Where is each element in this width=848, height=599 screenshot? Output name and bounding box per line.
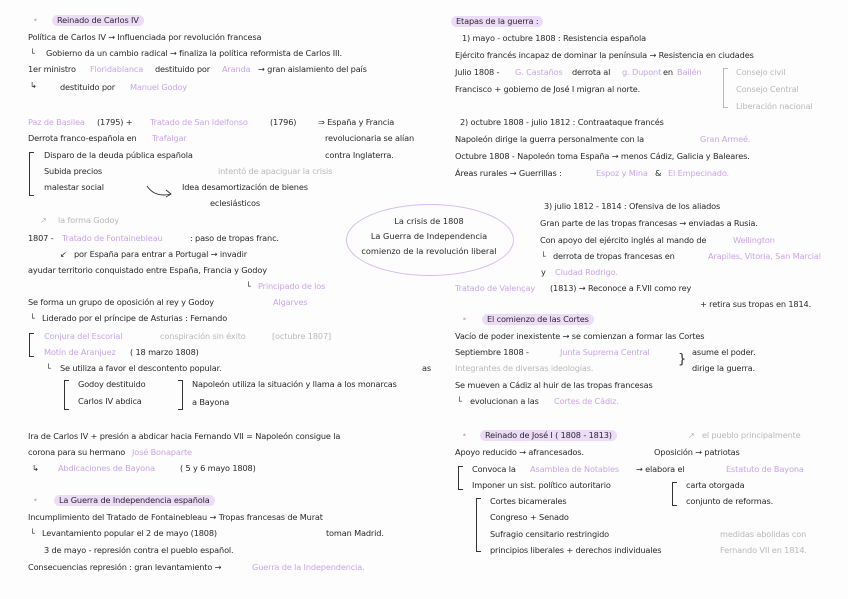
side-note: Integrantes de diversas ideologías. <box>455 363 594 373</box>
note-line: Política de Carlos IV → Influenciada por revolución francesa <box>28 32 262 42</box>
note-line: Consecuencias represión : gran levantamiento → <box>28 562 222 572</box>
highlight-term: Abdicaciones de Bayona <box>58 463 155 473</box>
section-title: La Guerra de Independencia española <box>54 495 215 506</box>
bracket <box>458 466 463 490</box>
note-line: Idea desamortización de bienes <box>182 182 308 192</box>
highlight-term: Bailén <box>677 67 702 77</box>
highlight-term: Tratado de Fontainebleau <box>62 233 163 243</box>
note-line: Cortes bicamerales <box>490 496 567 506</box>
down-arrow-icon: ↙ <box>60 249 67 259</box>
note-line: Julio 1808 - <box>455 67 500 77</box>
note-line: malestar social <box>44 182 104 192</box>
note-line: Convoca la <box>472 464 516 474</box>
note-line: Imponer un sist. político autoritario <box>472 480 611 490</box>
corner-arrow-icon: └ <box>30 313 35 323</box>
note-line: destituido por <box>155 64 210 74</box>
bracket <box>476 498 481 552</box>
highlight-term: Aranda <box>222 64 251 74</box>
highlight-term: Algarves <box>273 297 308 307</box>
highlight-term: José Bonaparte <box>132 447 192 457</box>
highlight-term: Conjura del Escorial <box>44 331 123 341</box>
corner-arrow-icon: └ <box>30 48 35 58</box>
highlight-term: Asamblea de Notables <box>530 464 619 474</box>
note-line: Septiembre 1808 - <box>455 347 529 357</box>
note-line: a Bayona <box>192 397 230 407</box>
bullet-icon: • <box>33 15 38 25</box>
corner-arrow-icon: ↳ <box>30 80 37 90</box>
note-line: y <box>541 267 546 277</box>
note-line: Napoleón utiliza la situación y llama a los monarcas <box>192 379 397 389</box>
side-note: conspiración sin éxito <box>160 331 246 341</box>
central-title: La crisis de 1808 <box>394 216 464 226</box>
highlight-term: g. Dupont <box>622 67 662 77</box>
highlight-term: El Empecinado. <box>668 168 729 178</box>
note-line: Apoyo reducido → afrancesados. <box>455 447 584 457</box>
note-line: Liderado por el príncipe de Asturias : Fernando <box>42 313 228 323</box>
note-line: Se mueven a Cádiz al huir de las tropas francesas <box>455 380 653 390</box>
note-line: Congreso + Senado <box>490 512 569 522</box>
note-line: ⇒ España y Francia <box>318 117 395 127</box>
note-line: (1813) → Reconoce a F.VII como rey <box>550 283 692 293</box>
note-line: en <box>663 67 673 77</box>
central-subtitle: comienzo de la revolución liberal <box>361 246 497 256</box>
note-line: Subida precios <box>44 166 103 176</box>
note-line: & <box>655 168 662 178</box>
highlight-term: Cortes de Cádiz. <box>554 396 619 406</box>
note-line: Vacío de poder inexistente → se comienzan a formar las Cortes <box>455 331 705 341</box>
note-line: → elabora el <box>636 464 685 474</box>
side-note: el pueblo principalmente <box>702 430 801 440</box>
side-note: Consejo Central <box>736 84 799 94</box>
note-line: Napoleón dirige la guerra personalmente con la <box>455 134 645 144</box>
highlight-term: Tratado de Valençay <box>455 283 536 293</box>
note-line: derrota de tropas francesas en <box>553 251 675 261</box>
highlight-term: Estatuto de Bayona <box>726 464 804 474</box>
bracket <box>29 152 34 196</box>
note-line: corona para su hermano <box>28 447 126 457</box>
highlight-term: Manuel Godoy <box>130 82 187 92</box>
highlight-term: Trafalgar <box>152 133 187 143</box>
highlight-term: Motín de Aranjuez <box>44 347 116 357</box>
note-line: Incumplimiento del Tratado de Fontainebleau → Tropas francesas de Murat <box>28 512 323 522</box>
bullet-icon: • <box>33 495 38 505</box>
note-line: 1) mayo - octubre 1808 : Resistencia española <box>462 33 647 43</box>
side-note: Fernando VII en 1814. <box>720 545 807 555</box>
note-line: por España para entrar a Portugal → invadir <box>74 249 247 259</box>
central-subtitle: La Guerra de Independencia <box>370 231 488 241</box>
note-line: + retira sus tropas en 1814. <box>700 299 812 309</box>
arrow-icon: ↳ <box>32 463 39 473</box>
section-title: Etapas de la guerra : <box>451 16 543 27</box>
note-line: derrota al <box>572 67 611 77</box>
highlight-term: Espoz y Mina <box>596 168 648 178</box>
note-line: asume el poder. <box>692 347 756 357</box>
note-line: (1796) <box>270 117 297 127</box>
highlight-term: Paz de Basilea <box>28 117 85 127</box>
note-line: evolucionan a las <box>470 396 539 406</box>
note-line: toman Madrid. <box>326 528 384 538</box>
corner-arrow-icon: └ <box>457 396 462 406</box>
bracket <box>672 482 677 506</box>
curved-arrow-icon: ↗ <box>40 215 47 225</box>
highlight-term: Guerra de la Independencia. <box>252 562 365 572</box>
note-line: Francisco + gobierno de José I migran al norte. <box>455 84 641 94</box>
note-line: Gobierno da un cambio radical → finaliza la política reformista de Carlos III. <box>46 48 342 58</box>
note-line: Godoy destituido <box>78 379 146 389</box>
highlight-term: Tratado de San Idelfonso <box>150 117 248 127</box>
note-line: Con apoyo del ejército inglés al mando de <box>540 235 707 245</box>
highlight-term: Junta Suprema Central <box>560 347 650 357</box>
highlight-term: Gran Armeé. <box>700 134 751 144</box>
note-line: Se forma un grupo de oposición al rey y Godoy <box>28 297 214 307</box>
note-line: Gran parte de las tropas francesas → enviadas a Rusia. <box>540 218 758 228</box>
section-title: El comienzo de las Cortes <box>482 314 594 325</box>
note-line: Áreas rurales → Guerrillas : <box>455 168 562 178</box>
highlight-term: Ciudad Rodrigo. <box>555 267 618 277</box>
corner-arrow-icon: └ <box>30 528 35 538</box>
bracket <box>64 380 69 410</box>
highlight-term: Principado de los <box>258 281 326 291</box>
highlight-term: Arapiles, Vitoria, San Marcial <box>708 251 821 261</box>
note-line: Carlos IV abdica <box>78 396 142 406</box>
note-line: Ejército francés incapaz de dominar la península → Resistencia en ciudades <box>455 50 754 60</box>
note-line: 2) octubre 1808 - julio 1812 : Contraataque francés <box>460 117 664 127</box>
bullet-icon: • <box>462 430 467 440</box>
side-note: medidas abolidas con <box>720 529 807 539</box>
section-title: Reinado de Carlos IV <box>52 15 144 26</box>
bracket <box>29 333 34 357</box>
side-note: Consejo civil <box>736 67 786 77</box>
side-note: la forma Godoy <box>58 215 119 225</box>
note-line: Levantamiento popular el 2 de mayo (1808) <box>42 528 217 538</box>
note-line: Ira de Carlos IV + presión a abdicar hacia Fernando VII = Napoleón consigue la <box>28 431 341 441</box>
section-title: Reinado de José I ( 1808 - 1813) <box>480 430 617 441</box>
note-line: (1795) + <box>97 117 133 127</box>
note-line: contra Inglaterra. <box>325 150 394 160</box>
side-note: [octubre 1807] <box>272 331 332 341</box>
side-note: intentó de apaciguar la crisis <box>218 166 333 176</box>
note-line: ( 5 y 6 mayo 1808) <box>180 463 256 473</box>
note-line: 3) julio 1812 - 1814 : Ofensiva de los aliados <box>544 201 721 211</box>
note-line: carta otorgada <box>686 480 745 490</box>
corner-arrow-icon: └ <box>46 363 51 373</box>
side-note: Liberación nacional <box>736 101 813 111</box>
note-line: dirige la guerra. <box>692 363 755 373</box>
bullet-icon: • <box>462 314 467 324</box>
note-line: Disparo de la deuda pública española <box>44 150 193 160</box>
note-line: revolucionaria se alían <box>325 133 415 143</box>
note-line: Sufragio censitario restringido <box>490 529 610 539</box>
curved-arrow-icon <box>145 182 175 200</box>
bracket <box>178 380 183 410</box>
note-line: as <box>422 363 431 373</box>
note-line: 3 de mayo - represión contra el pueblo español. <box>44 545 234 555</box>
note-line: ayudar territorio conquistado entre España, Francia y Godoy <box>28 265 267 275</box>
highlight-term: G. Castaños <box>515 67 563 77</box>
note-line: Octubre 1808 - Napoleón toma España → menos Cádiz, Galicia y Baleares. <box>455 151 750 161</box>
highlight-term: Floridablanca <box>90 64 144 74</box>
curved-arrow-icon: ↗ <box>688 430 695 440</box>
note-line: → gran aislamiento del país <box>258 64 367 74</box>
note-line: conjunto de reformas. <box>686 496 774 506</box>
note-line: ( 18 marzo 1808) <box>130 347 199 357</box>
note-line: : paso de tropas franc. <box>190 233 279 243</box>
bracket <box>723 68 728 108</box>
note-line: eclesiásticos <box>210 198 260 208</box>
corner-arrow-icon: └ <box>246 281 251 291</box>
note-line: principios liberales + derechos individuales <box>490 545 662 555</box>
note-line: Derrota franco-española en <box>28 133 137 143</box>
note-line: Se utiliza a favor el descontento popular. <box>60 363 222 373</box>
corner-arrow-icon: └ <box>541 251 546 261</box>
note-line: destituido por <box>60 82 115 92</box>
brace-icon: } <box>678 352 687 367</box>
note-line: 1er ministro <box>28 64 76 74</box>
highlight-term: Wellington <box>733 235 775 245</box>
note-line: Oposición → patriotas <box>654 447 740 457</box>
note-line: 1807 - <box>28 233 54 243</box>
